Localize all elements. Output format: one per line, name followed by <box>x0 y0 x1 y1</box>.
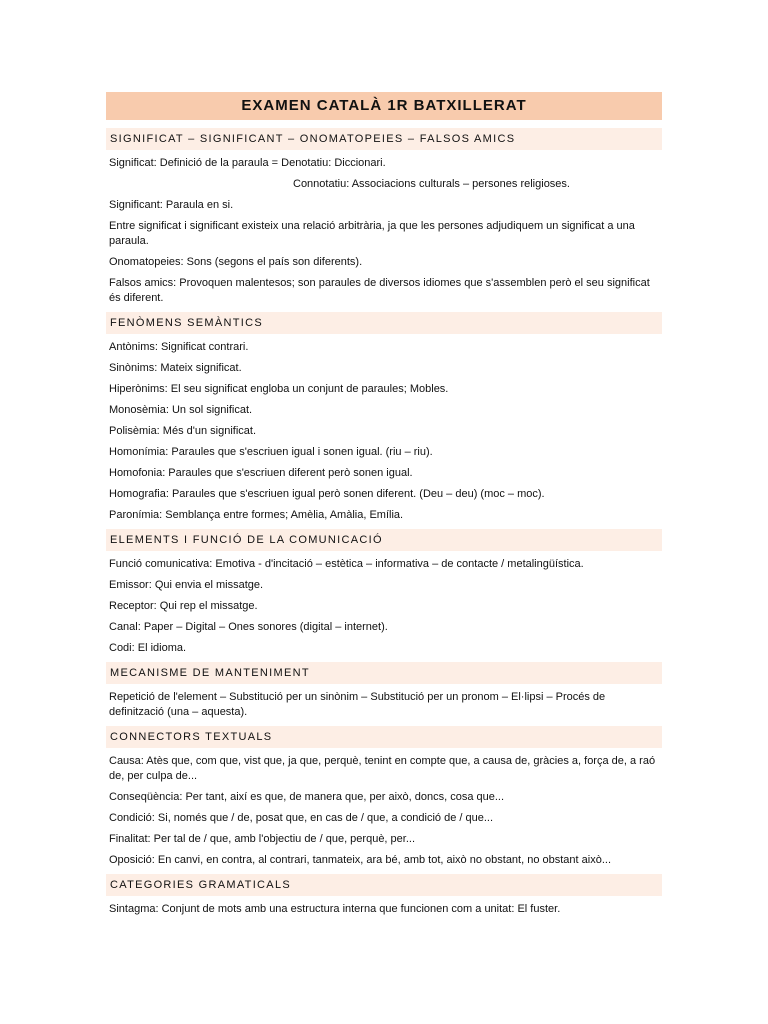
section-heading-elements-comunicacio: ELEMENTS I FUNCIÓ DE LA COMUNICACIÓ <box>106 529 662 551</box>
document-page <box>106 92 662 923</box>
paragraph: Repetició de l'element – Substitució per un sinònim – Substitució per un pronom – El·lipsi – Procés de definització (una – aquesta). <box>109 691 606 718</box>
paragraph: Antònims: Significat contrari. <box>109 341 249 353</box>
paragraph: Codi: El idioma. <box>109 642 187 654</box>
paragraph: Causa: Atès que, com que, vist que, ja que, perquè, tenint en compte que, a causa de, gràcies a, força de, a raó de, per culpa de... <box>109 755 656 782</box>
section-heading-categories-gramaticals: CATEGORIES GRAMATICALS <box>106 874 662 896</box>
paragraph: Condició: Si, només que / de, posat que, en cas de / que, a condició de / que... <box>109 812 494 824</box>
paragraph: Finalitat: Per tal de / que, amb l'objectiu de / que, perquè, per... <box>109 833 416 845</box>
paragraph: Paronímia: Semblança entre formes; Amèlia, Amàlia, Emília. <box>109 509 404 521</box>
paragraph: Emissor: Qui envia el missatge. <box>109 579 264 591</box>
paragraph: Monosèmia: Un sol significat. <box>109 404 253 416</box>
paragraph: Falsos amics: Provoquen malentesos; son paraules de diversos idiomes que s'assemblen però el seu significat és diferent. <box>109 277 650 304</box>
paragraph: Sintagma: Conjunt de mots amb una estructura interna que funcionen com a unitat: El fuster. <box>109 903 561 915</box>
paragraph: Homofonia: Paraules que s'escriuen diferent però sonen igual. <box>109 467 413 479</box>
section-heading-connectors-textuals: CONNECTORS TEXTUALS <box>106 726 662 748</box>
document-title: EXAMEN CATALÀ 1R BATXILLERAT <box>106 92 662 120</box>
paragraph: Canal: Paper – Digital – Ones sonores (digital – internet). <box>109 621 388 633</box>
paragraph: Connotatiu: Associacions culturals – persones religioses. <box>293 178 570 190</box>
paragraph: Homonímia: Paraules que s'escriuen igual i sonen igual. (riu – riu). <box>109 446 433 458</box>
paragraph: Funció comunicativa: Emotiva - d'incitació – estètica – informativa – de contacte / metalingüística. <box>109 558 584 570</box>
paragraph: Significant: Paraula en si. <box>109 199 234 211</box>
paragraph: Sinònims: Mateix significat. <box>109 362 242 374</box>
paragraph: Oposició: En canvi, en contra, al contrari, tanmateix, ara bé, amb tot, això no obstant, no obstant això... <box>109 854 611 866</box>
paragraph: Onomatopeies: Sons (segons el país son diferents). <box>109 256 363 268</box>
paragraph: Hiperònims: El seu significat engloba un conjunt de paraules; Mobles. <box>109 383 449 395</box>
paragraph: Homografia: Paraules que s'escriuen igual però sonen diferent. (Deu – deu) (moc – moc). <box>109 488 545 500</box>
section-heading-mecanisme-manteniment: MECANISME DE MANTENIMENT <box>106 662 662 684</box>
paragraph: Receptor: Qui rep el missatge. <box>109 600 258 612</box>
section-heading-fenomens-semantics: FENÒMENS SEMÀNTICS <box>106 312 662 334</box>
paragraph: Entre significat i significant existeix una relació arbitrària, ja que les persones adjudiquem un significat a una paraula. <box>109 220 635 247</box>
section-heading-significat: SIGNIFICAT – SIGNIFICANT – ONOMATOPEIES – FALSOS AMICS <box>106 128 662 150</box>
paragraph: Polisèmia: Més d'un significat. <box>109 425 256 437</box>
paragraph: Conseqüència: Per tant, així es que, de manera que, per això, doncs, cosa que... <box>109 791 505 803</box>
paragraph: Significat: Definició de la paraula = Denotatiu: Diccionari. <box>109 157 386 169</box>
